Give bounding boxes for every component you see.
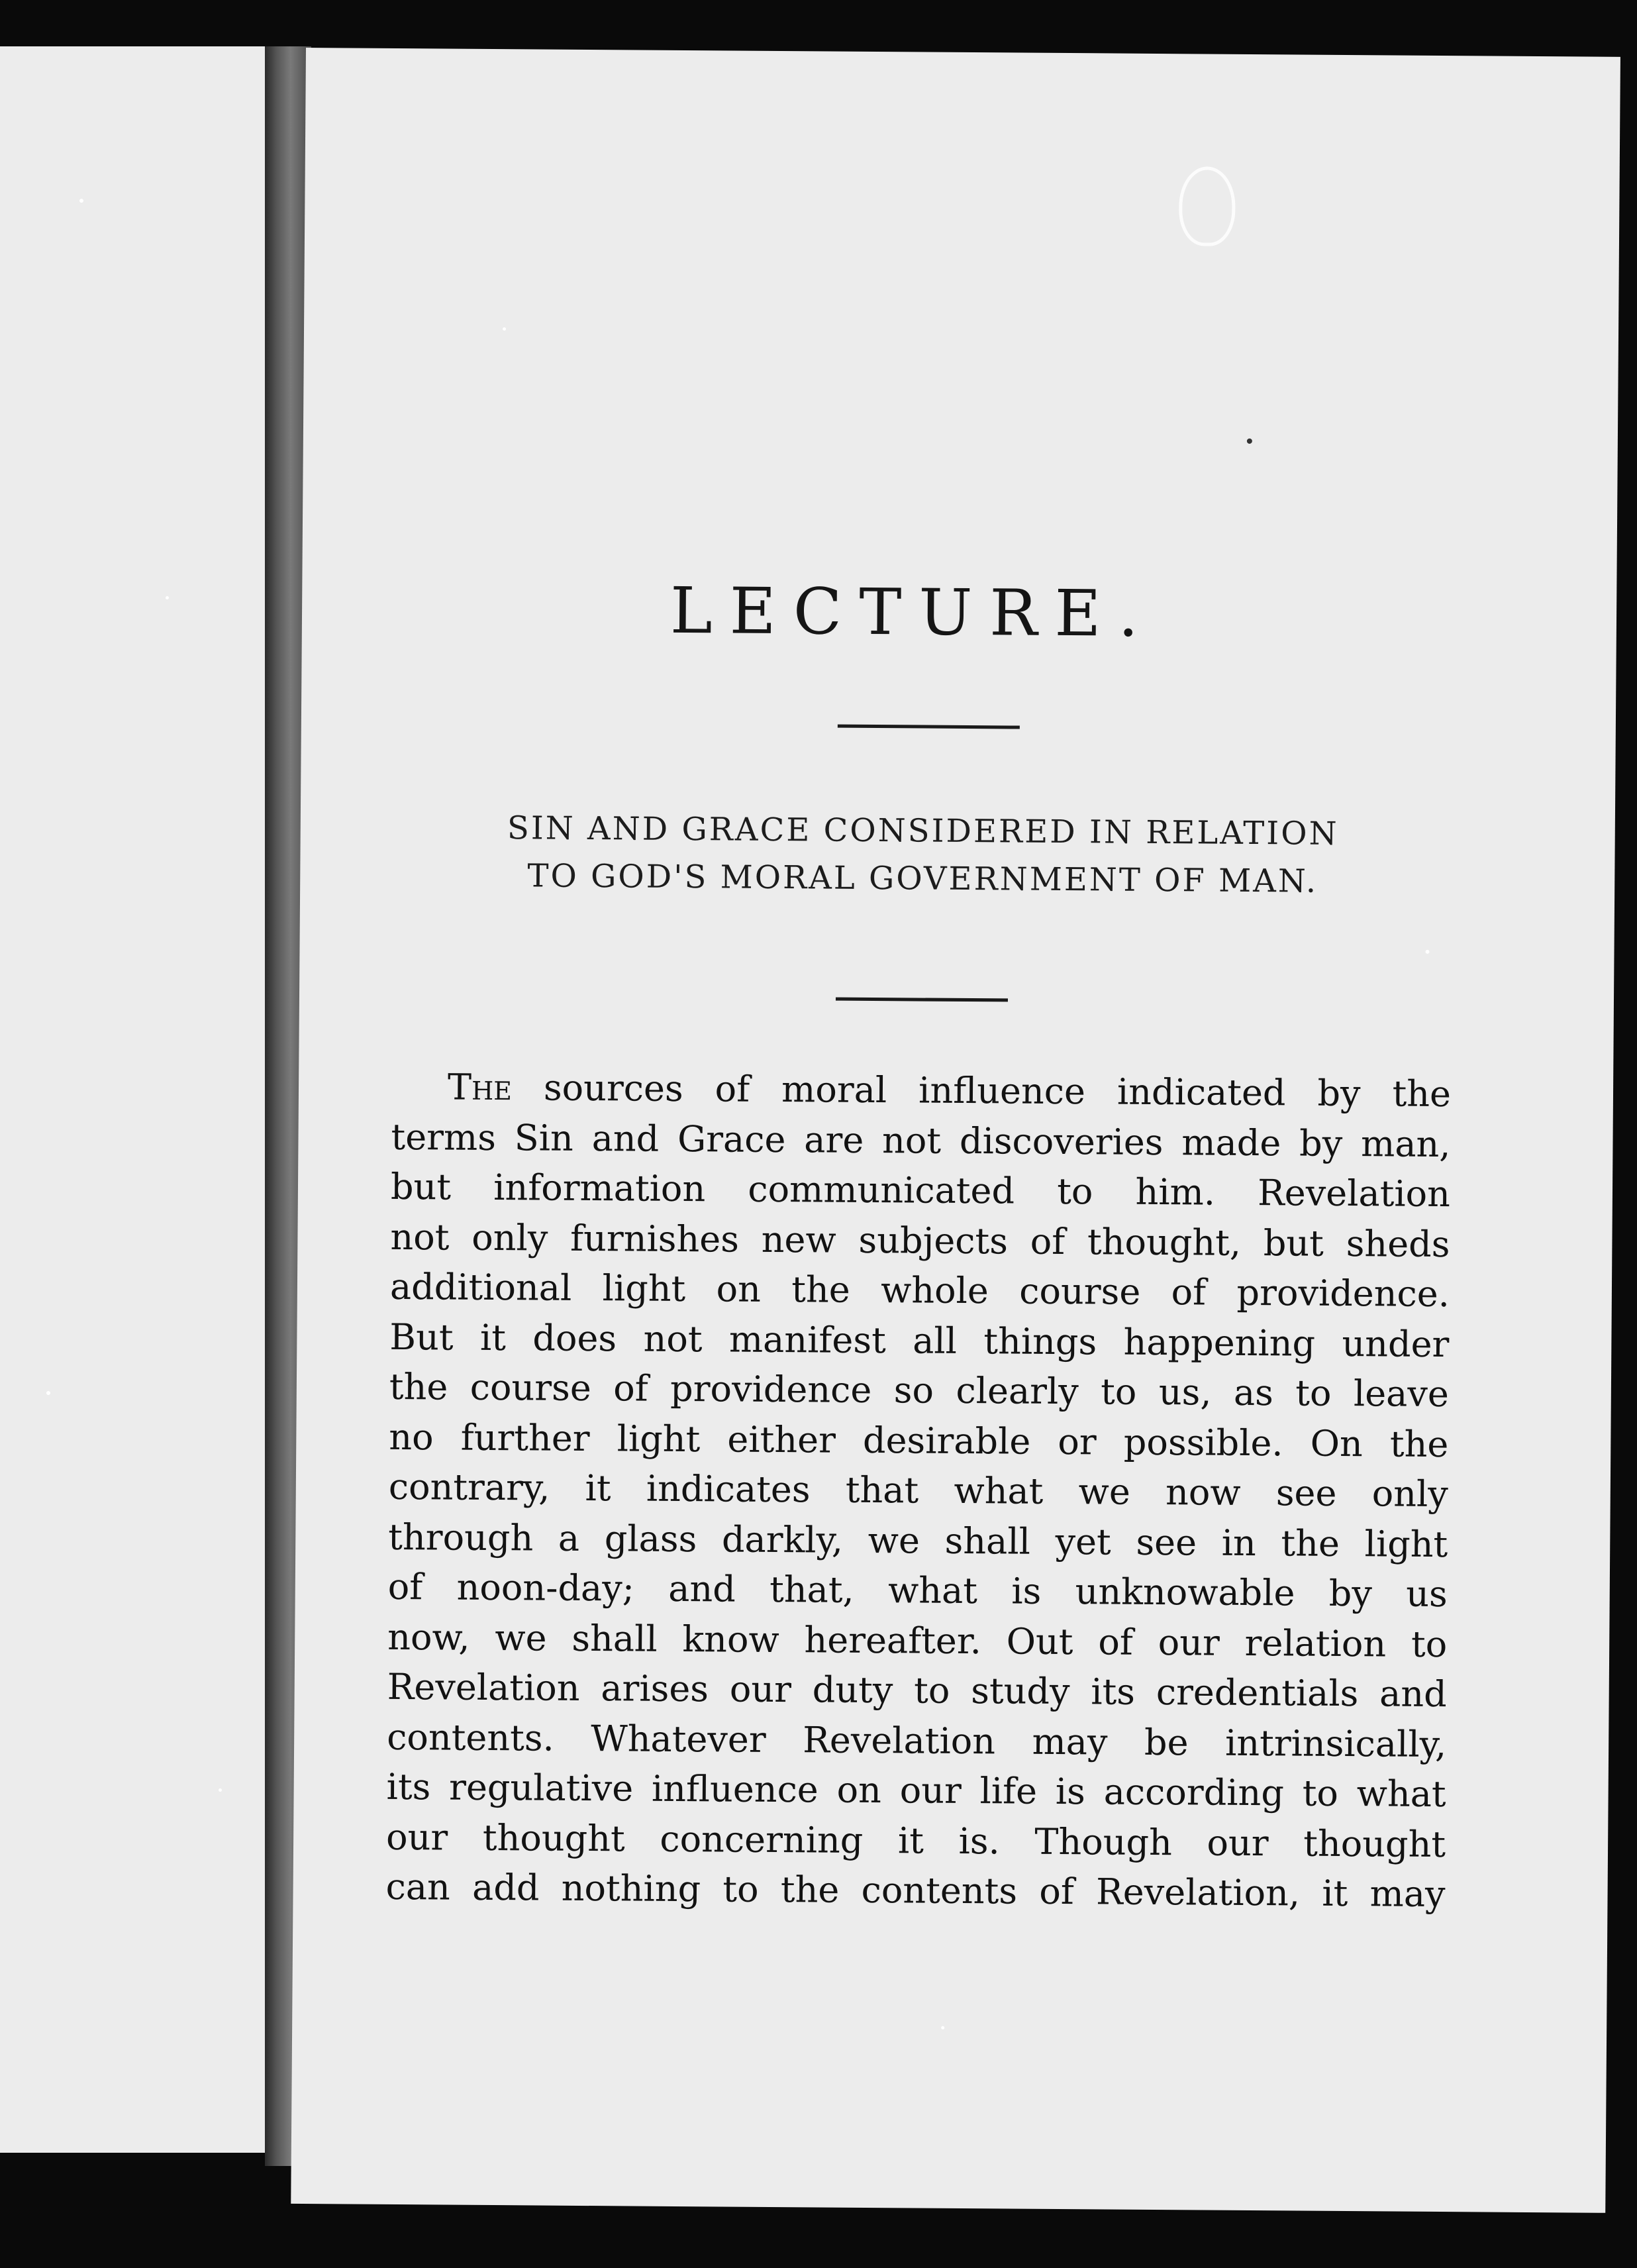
dust-speck: [219, 1788, 222, 1792]
body-line: through a glass darkly, we shall yet see in the light: [388, 1516, 1448, 1565]
body-line: But it does not manifest all things happening under: [389, 1315, 1450, 1365]
dust-speck: [1247, 438, 1252, 444]
lead-word: The: [447, 1066, 513, 1109]
body-line: can add nothing to the contents of Revelation, it may: [385, 1865, 1446, 1916]
heading-rule: [838, 725, 1020, 729]
right-text-page: [291, 48, 1620, 2213]
left-blank-page: [0, 46, 265, 2153]
body-line-first: [391, 1062, 1451, 1119]
lecture-subtitle: [399, 803, 1446, 906]
dust-speck: [503, 327, 506, 331]
body-line: contrary, it indicates that what we now see only: [388, 1465, 1449, 1516]
subtitle-line: SIN AND GRACE CONSIDERED IN RELATION: [507, 809, 1339, 852]
body-paragraph: [385, 1062, 1451, 1920]
dust-speck: [79, 199, 83, 203]
body-line: not only furnishes new subjects of thought, but sheds: [390, 1215, 1450, 1265]
first-line-rest: sources of moral influence indicated by the: [511, 1066, 1452, 1115]
dust-speck: [941, 2026, 944, 2030]
subtitle-line: TO GOD'S MORAL GOVERNMENT OF MAN.: [527, 857, 1318, 900]
body-line: but information communicated to him. Revelation: [390, 1165, 1451, 1215]
body-line: additional light on the whole course of providence.: [389, 1265, 1450, 1315]
body-line: no further light either desirable or possible. On the: [389, 1416, 1449, 1465]
lecture-heading: LECTURE.: [670, 573, 1156, 651]
handwritten-page-mark: [1179, 166, 1236, 246]
subtitle-rule: [836, 998, 1008, 1002]
body-line: contents. Whatever Revelation may be intrinsically,: [386, 1716, 1447, 1765]
body-line: now, we shall know hereafter. Out of our relation to: [387, 1616, 1448, 1665]
dust-speck: [1425, 950, 1429, 954]
body-line: our thought concerning it is. Though our thought: [385, 1816, 1446, 1865]
dust-speck: [46, 1391, 50, 1395]
body-line: terms Sin and Grace are not discoveries made by man,: [391, 1115, 1451, 1165]
body-line: Revelation arises our duty to study its credentials and: [387, 1665, 1447, 1716]
body-line: the course of providence so clearly to us, as to leave: [389, 1365, 1450, 1416]
body-line: of noon-day; and that, what is unknowable by us: [387, 1565, 1448, 1616]
body-line: its regulative influence on our life is according to what: [386, 1765, 1446, 1816]
dust-speck: [166, 596, 169, 599]
